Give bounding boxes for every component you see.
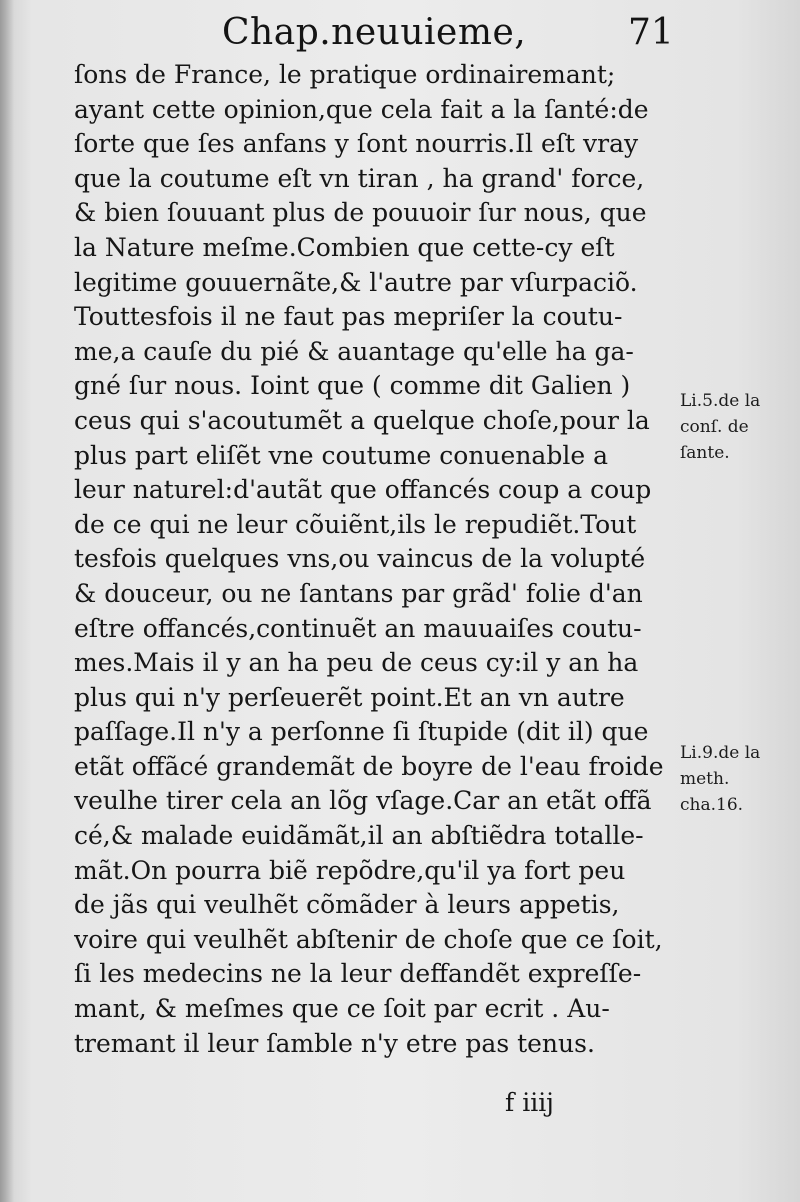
text-line: plus part eliſẽt vne coutume conuenable a: [74, 440, 608, 470]
text-line: ſons de France, le pratique ordinairemant;: [74, 60, 616, 89]
text-line: & bien ſouuant plus de pouuoir ſur nous, que: [74, 198, 647, 228]
margin-note-line: ſante.: [680, 443, 730, 463]
text-line: etãt offãcé grandemãt de boyre de l'eau froide: [74, 751, 664, 781]
margin-note-line: cha.16.: [680, 795, 744, 815]
margin-note-meth: [680, 740, 798, 818]
text-line: gné ſur nous. Ioint que ( comme dit Galien ): [74, 371, 631, 401]
text-line: cé,& malade euidãmãt,il an abſtiẽdra totalle-: [74, 821, 644, 851]
text-line: paſſage.Il n'y a perſonne ſi ſtupide (dit il) que: [74, 717, 649, 747]
margin-note-line: meth.: [680, 769, 730, 789]
margin-note-galien: [680, 388, 798, 466]
text-line: & douceur, ou ne ſantans par grãd' folie d'an: [74, 578, 643, 608]
gutter-shadow: [0, 0, 14, 1202]
text-line: voire qui veulhẽt abſtenir de choſe que ce ſoit,: [74, 924, 663, 954]
text-line: la Nature meſme.Combien que cette-cy eſt: [74, 232, 615, 262]
text-line: leur naturel:d'autãt que offancés coup a coup: [74, 475, 652, 505]
margin-note-line: Li.5.de la: [680, 391, 761, 411]
text-line: plus qui n'y perſeuerẽt point.Et an vn autre: [74, 682, 625, 712]
text-line: ſi les medecins ne la leur deffandẽt expreſſe-: [74, 959, 642, 989]
signature-mark: f iiij: [505, 1088, 554, 1117]
margin-note-line: conſ. de: [680, 417, 749, 437]
text-line: ceus qui s'acoutumẽt a quelque choſe,pour la: [74, 405, 650, 435]
text-line: mes.Mais il y an ha peu de ceus cy:il y an ha: [74, 648, 639, 678]
text-line: Touttesfois il ne faut pas mepriſer la coutu-: [74, 302, 623, 332]
text-line: legitime gouuernãte,& l'autre par vſurpaciõ.: [74, 267, 638, 297]
text-line: de jãs qui veulhẽt cõmãder à leurs appetis,: [74, 890, 620, 920]
text-line: tesfois quelques vns,ou vaincus de la volupté: [74, 544, 646, 574]
page-number: 71: [628, 12, 674, 53]
text-line: eſtre offancés,continuẽt an mauuaiſes coutu-: [74, 613, 642, 643]
body-text: [74, 58, 678, 1061]
text-line: ſorte que ſes anfans y ſont nourris.Il eſt vray: [74, 129, 639, 159]
text-line: mãt.On pourra biẽ repõdre,qu'il ya fort peu: [74, 855, 626, 885]
page-header: [0, 8, 800, 58]
text-line: veulhe tirer cela an lõg vſage.Car an etãt offã: [74, 786, 652, 816]
text-line: ayant cette opinion,que cela fait a la ſanté:de: [74, 94, 649, 124]
text-line: de ce qui ne leur cõuiẽnt,ils le repudiẽt.Tout: [74, 509, 637, 539]
running-title: Chap.neuuieme,: [222, 12, 527, 53]
text-line: me,a cauſe du pié & auantage qu'elle ha ga-: [74, 336, 634, 366]
text-line: tremant il leur ſamble n'y etre pas tenus.: [74, 1028, 595, 1058]
margin-note-line: Li.9.de la: [680, 743, 761, 763]
text-line: mant, & meſmes que ce ſoit par ecrit . Au-: [74, 994, 610, 1024]
text-line: que la coutume eſt vn tiran , ha grand' force,: [74, 163, 645, 193]
